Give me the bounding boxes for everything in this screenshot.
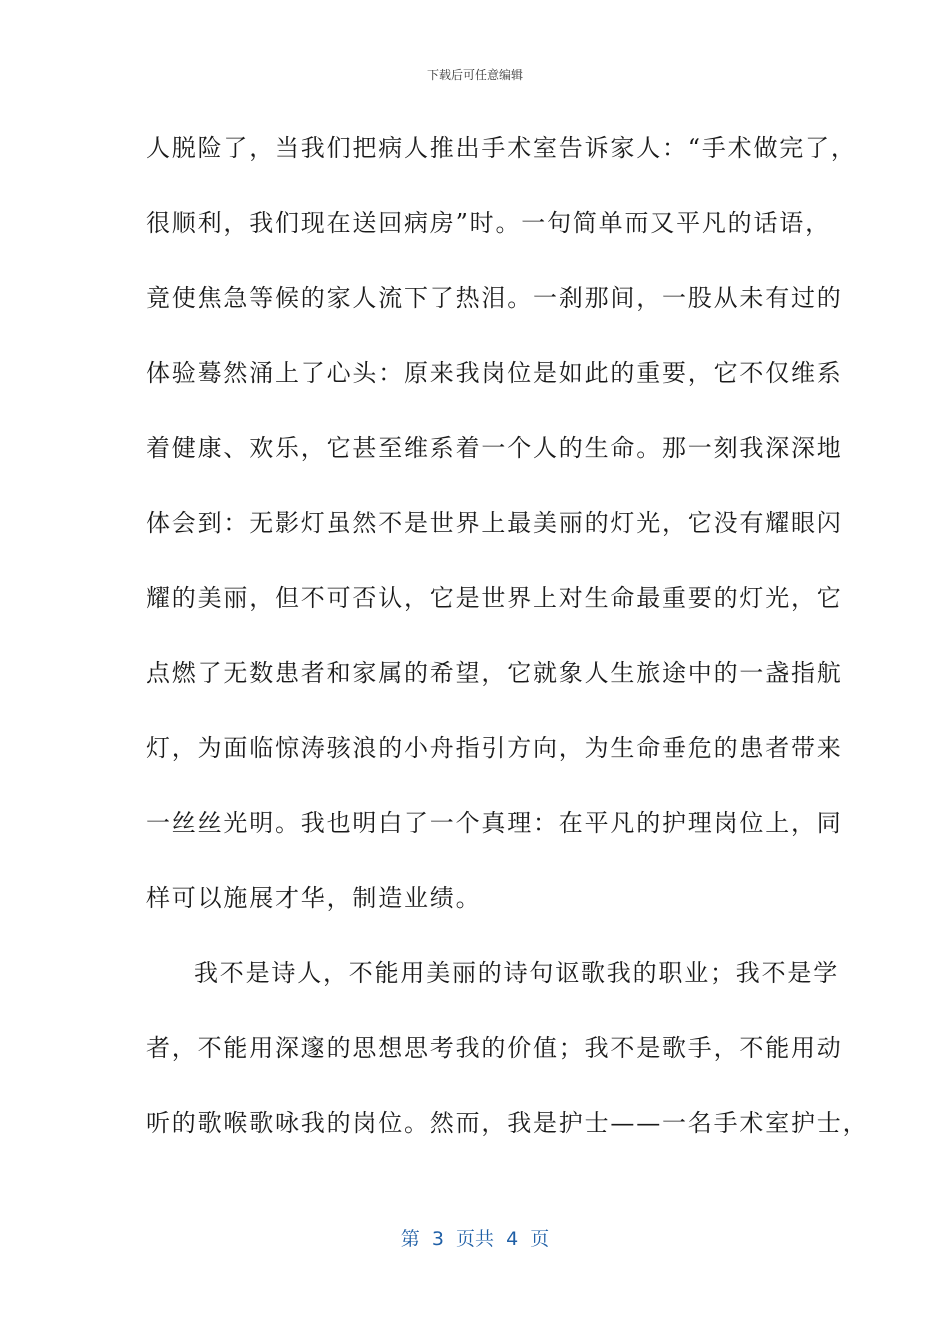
text-line: 人脱险了，当我们把病人推出手术室告诉家人：“手术做完了， [146,134,857,162]
page-number-footer: 第 3 页共 4 页 [400,1228,550,1250]
text-line: 一丝丝光明。我也明白了一个真理：在平凡的护理岗位上，同 [146,809,843,837]
text-line: 样可以施展才华，制造业绩。 [146,884,482,912]
paragraph-first-line: 我不是诗人，不能用美丽的诗句讴歌我的职业；我不是学 [194,959,839,987]
text-line: 耀的美丽，但不可否认，它是世界上对生命最重要的灯光，它 [146,584,843,612]
page-header: 下载后可任意编辑 [426,68,523,82]
text-line: 体会到：无影灯虽然不是世界上最美丽的灯光，它没有耀眼闪 [146,509,843,537]
document-body [146,118,869,1168]
text-line: 听的歌喉歌咏我的岗位。然而，我是护士——一名手术室护士， [146,1109,869,1137]
text-line: 灯，为面临惊涛骇浪的小舟指引方向，为生命垂危的患者带来 [146,734,843,762]
text-line: 点燃了无数患者和家属的希望，它就象人生旅途中的一盏指航 [146,659,843,687]
text-line: 着健康、欢乐，它甚至维系着一个人的生命。那一刻我深深地 [146,434,843,462]
text-line: 体验蓦然涌上了心头：原来我岗位是如此的重要，它不仅维系 [146,359,843,387]
text-line: 者，不能用深邃的思想思考我的价值；我不是歌手，不能用动 [146,1034,843,1062]
text-line: 竟使焦急等候的家人流下了热泪。一刹那间，一股从未有过的 [146,284,843,312]
text-line: 很顺利，我们现在送回病房”时。一句简单而又平凡的话语， [146,209,831,237]
